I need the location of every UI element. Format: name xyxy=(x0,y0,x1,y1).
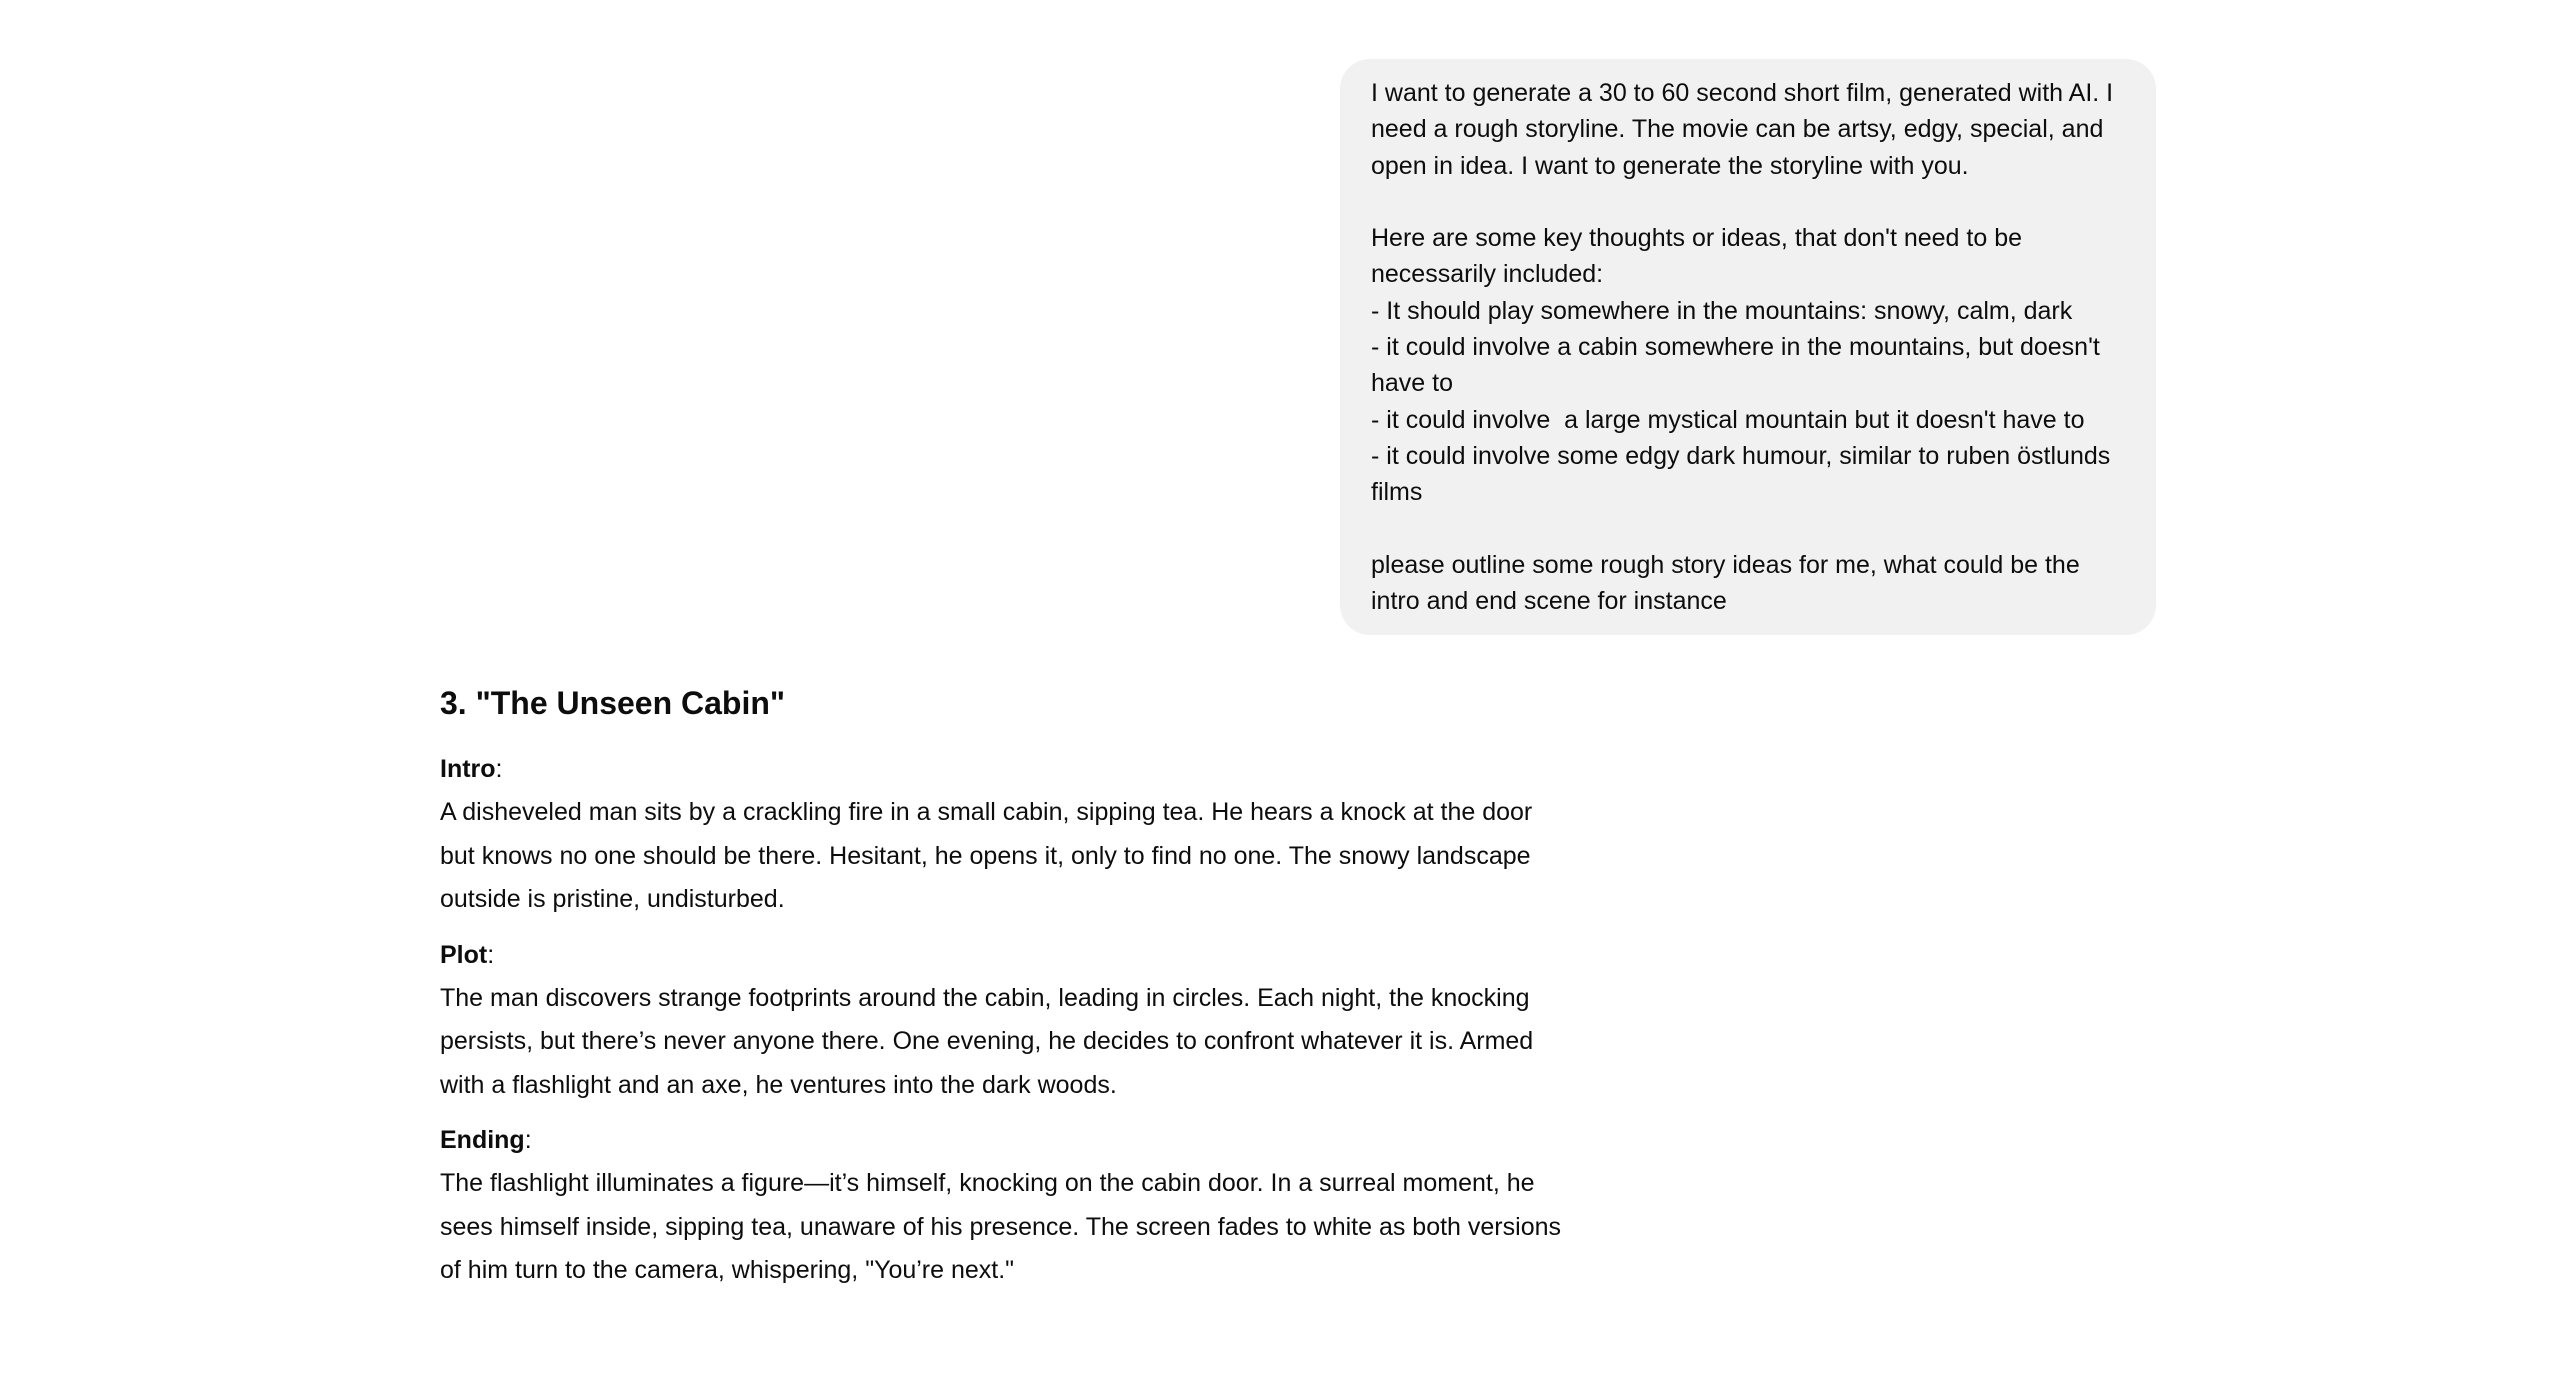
story-title: 3. "The Unseen Cabin" xyxy=(440,685,786,721)
ending-label: Ending: xyxy=(440,1126,532,1154)
plot-text: The man discovers strange footprints around the cabin, leading in circles. Each night, the knocking persists, but there’s never anyone there. One evening, he decides to confront whatever it is. Armed with a flashlight and an axe, he ventures into the dark woods. xyxy=(440,983,1534,1099)
ending-text: The flashlight illuminates a figure—it’s himself, knocking on the cabin door. In a surreal moment, he sees himself inside, sipping tea, unaware of his presence. The screen fades to white as both versions of him turn to the camera, whispering, "You’re next." xyxy=(440,1169,1561,1284)
user-message-bubble xyxy=(1340,59,2156,635)
intro-label: Intro: xyxy=(440,755,503,783)
user-message-text: I want to generate a 30 to 60 second short film, generated with AI. I need a rough storyline. The movie can be artsy, edgy, special, and open in idea. I want to generate the storyline with you. Here are some key thoughts or ideas, that don't need to be necessarily included: - It should play somewhere in the mountains: snowy, calm, dark - it could involve a cabin somewhere in the mountains, but doesn't have to - it could involve a large mystical mountain but it doesn't have to - it could involve some edgy dark humour, similar to ruben östlunds films please outline some rough story ideas for me, what could be the intro and end scene for instance xyxy=(1371,79,2114,616)
assistant-message xyxy=(440,678,1570,1305)
plot-label: Plot: xyxy=(440,940,495,969)
intro-text: A disheveled man sits by a crackling fire in a small cabin, sipping tea. He hears a knock at the door but knows no one should be there. Hesitant, he opens it, only to find no one. The snowy landscape outside is pristine, undisturbed. xyxy=(440,798,1533,913)
